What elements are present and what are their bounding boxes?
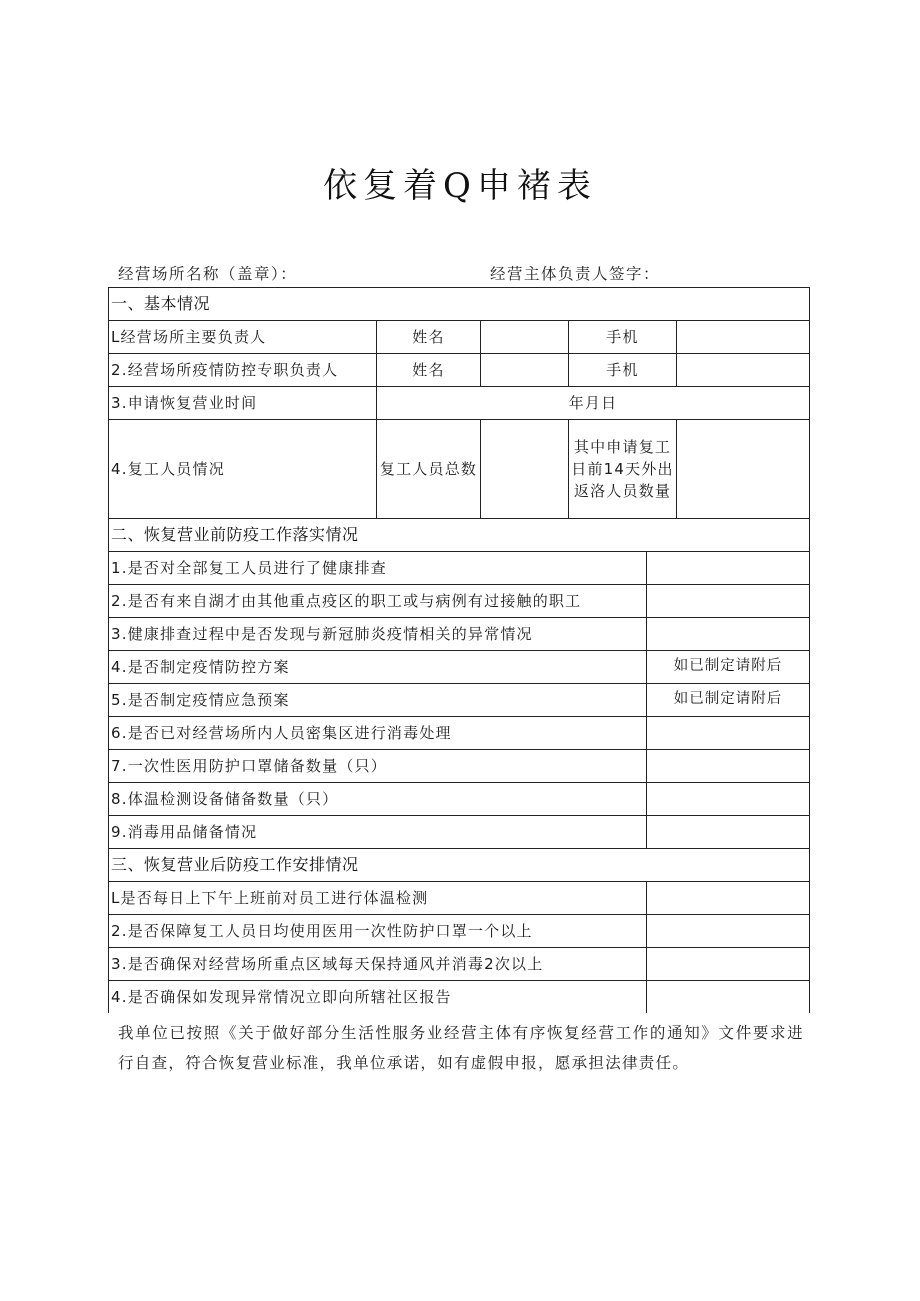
check-item-answer-field[interactable] bbox=[647, 618, 810, 651]
table-row bbox=[109, 750, 810, 783]
table-row bbox=[109, 882, 810, 915]
table-row bbox=[109, 651, 810, 684]
plan-item-label: 3.是否确保对经营场所重点区域每天保持通风并消毒2次以上 bbox=[109, 948, 647, 981]
phone-label: 手机 bbox=[569, 354, 677, 387]
check-item-label: 6.是否已对经营场所内人员密集区进行消毒处理 bbox=[109, 717, 647, 750]
main-manager-phone-field[interactable] bbox=[677, 321, 810, 354]
total-staff-field[interactable] bbox=[481, 420, 569, 519]
section3-heading: 三、恢复营业后防疫工作安排情况 bbox=[109, 849, 810, 882]
plan-item-answer-field[interactable] bbox=[647, 981, 810, 1014]
reopen-date-field[interactable]: 年月日 bbox=[377, 387, 810, 420]
check-item-answer-field[interactable] bbox=[647, 783, 810, 816]
section-heading-row bbox=[109, 519, 810, 552]
plan-item-label: 4.是否确保如发现异常情况立即向所辖社区报告 bbox=[109, 981, 647, 1014]
table-row bbox=[109, 684, 810, 717]
commitment-statement: 我单位已按照《关于做好部分生活性服务业经营主体有序恢复经营工作的通知》文件要求进行自查，符合恢复营业标准，我单位承诺，如有虚假申报，愿承担法律责任。 bbox=[118, 1024, 804, 1072]
plan-item-answer-field[interactable] bbox=[647, 948, 810, 981]
table-row bbox=[109, 585, 810, 618]
epidemic-manager-phone-field[interactable] bbox=[677, 354, 810, 387]
total-staff-label: 复工人员总数 bbox=[377, 420, 481, 519]
place-name-label: 经营场所名称（盖章）： bbox=[118, 265, 298, 283]
table-row bbox=[109, 618, 810, 651]
check-item-label: 9.消毒用品储备情况 bbox=[109, 816, 647, 849]
table-row bbox=[109, 321, 810, 354]
plan-item-answer-field[interactable] bbox=[647, 882, 810, 915]
check-item-label: 1.是否对全部复工人员进行了健康排查 bbox=[109, 552, 647, 585]
check-item-label: 2.是否有来自湖才由其他重点疫区的职工或与病例有过接触的职工 bbox=[109, 585, 647, 618]
table-row bbox=[109, 915, 810, 948]
name-label: 姓名 bbox=[377, 354, 481, 387]
check-item-answer-field[interactable]: 如已制定请附后 bbox=[647, 651, 810, 684]
main-manager-label: L经营场所主要负责人 bbox=[109, 321, 377, 354]
owner-sign-label: 经营主体负责人签字： bbox=[490, 265, 661, 283]
check-item-answer-field[interactable] bbox=[647, 750, 810, 783]
check-item-answer-field[interactable] bbox=[647, 585, 810, 618]
staff-status-label: 4.复工人员情况 bbox=[109, 420, 377, 519]
table-row bbox=[109, 717, 810, 750]
check-item-answer-field[interactable] bbox=[647, 552, 810, 585]
page-title: 依复着Q申褚表 bbox=[323, 166, 597, 206]
table-row bbox=[109, 420, 810, 519]
check-item-label: 5.是否制定疫情应急预案 bbox=[109, 684, 647, 717]
reopen-time-label: 3.申请恢复营业时间 bbox=[109, 387, 377, 420]
table-row bbox=[109, 981, 810, 1014]
check-item-label: 7.一次性医用防护口罩储备数量（只） bbox=[109, 750, 647, 783]
returned-staff-field[interactable] bbox=[677, 420, 810, 519]
check-item-label: 8.体温检测设备储备数量（只） bbox=[109, 783, 647, 816]
returned-staff-label: 其中申请复工日前14天外出返洛人员数量 bbox=[569, 420, 677, 519]
check-item-answer-field[interactable] bbox=[647, 816, 810, 849]
epidemic-manager-label: 2.经营场所疫情防控专职负责人 bbox=[109, 354, 377, 387]
table-row bbox=[109, 783, 810, 816]
check-item-answer-field[interactable] bbox=[647, 717, 810, 750]
section1-heading: 一、基本情况 bbox=[109, 288, 810, 321]
section-heading-row bbox=[109, 849, 810, 882]
epidemic-manager-name-field[interactable] bbox=[481, 354, 569, 387]
application-form-table bbox=[108, 287, 810, 1013]
table-row bbox=[109, 354, 810, 387]
plan-item-label: L是否每日上下午上班前对员工进行体温检测 bbox=[109, 882, 647, 915]
table-row bbox=[109, 948, 810, 981]
main-manager-name-field[interactable] bbox=[481, 321, 569, 354]
section2-heading: 二、恢复营业前防疫工作落实情况 bbox=[109, 519, 810, 552]
plan-item-label: 2.是否保障复工人员日均使用医用一次性防护口罩一个以上 bbox=[109, 915, 647, 948]
name-label: 姓名 bbox=[377, 321, 481, 354]
table-row bbox=[109, 816, 810, 849]
table-row bbox=[109, 552, 810, 585]
plan-item-answer-field[interactable] bbox=[647, 915, 810, 948]
section-heading-row bbox=[109, 288, 810, 321]
check-item-answer-field[interactable]: 如已制定请附后 bbox=[647, 684, 810, 717]
check-item-label: 3.健康排查过程中是否发现与新冠肺炎疫情相关的异常情况 bbox=[109, 618, 647, 651]
check-item-label: 4.是否制定疫情防控方案 bbox=[109, 651, 647, 684]
phone-label: 手机 bbox=[569, 321, 677, 354]
table-row bbox=[109, 387, 810, 420]
